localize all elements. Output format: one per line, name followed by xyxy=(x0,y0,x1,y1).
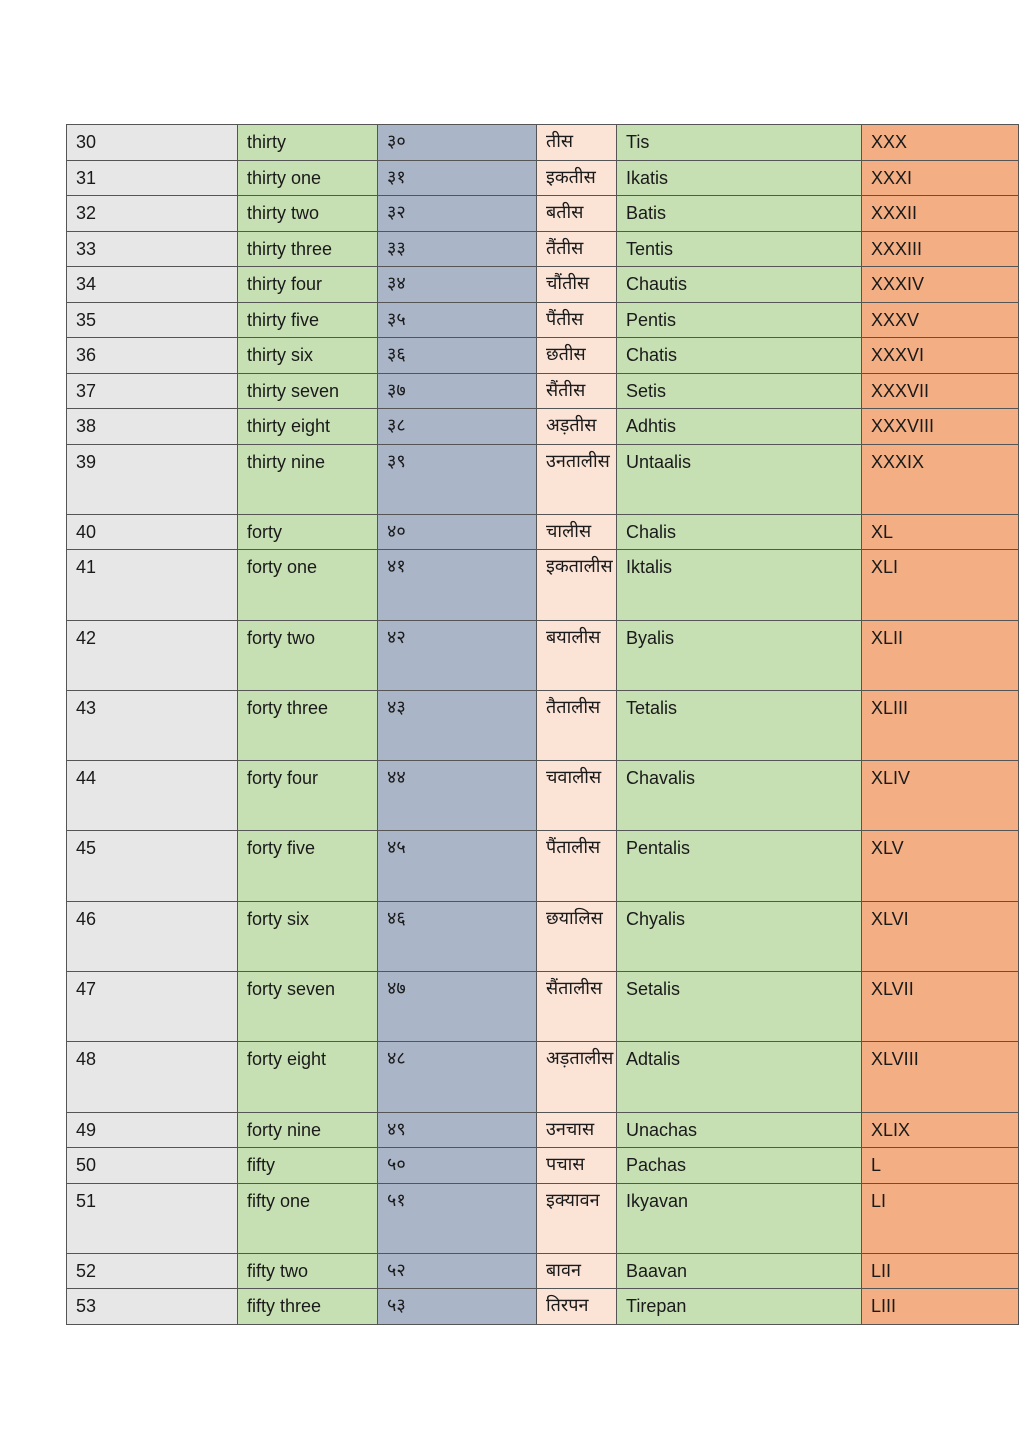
romanized-name-cell: Chautis xyxy=(617,267,862,303)
roman-numeral-cell: XXXIV xyxy=(862,267,1019,303)
romanized-name-cell: Tentis xyxy=(617,231,862,267)
devanagari-numeral-cell: ३९ xyxy=(378,444,537,514)
hindi-name-cell: बावन xyxy=(537,1253,617,1289)
devanagari-numeral-cell: ३८ xyxy=(378,409,537,445)
hindi-name-cell: इकतालीस xyxy=(537,550,617,620)
devanagari-numeral-cell: ३५ xyxy=(378,302,537,338)
hindi-name-cell: छयालिस xyxy=(537,901,617,971)
english-name-cell: thirty six xyxy=(238,338,378,374)
roman-numeral-cell: XXX xyxy=(862,125,1019,161)
roman-numeral-cell: LI xyxy=(862,1183,1019,1253)
english-name-cell: fifty three xyxy=(238,1289,378,1325)
roman-numeral-cell: XXXIII xyxy=(862,231,1019,267)
hindi-name-cell: तीस xyxy=(537,125,617,161)
roman-numeral-cell: XXXVII xyxy=(862,373,1019,409)
number-cell: 50 xyxy=(67,1148,238,1184)
devanagari-numeral-cell: ३१ xyxy=(378,160,537,196)
roman-numeral-cell: XLVIII xyxy=(862,1042,1019,1112)
english-name-cell: forty nine xyxy=(238,1112,378,1148)
number-cell: 48 xyxy=(67,1042,238,1112)
devanagari-numeral-cell: ५३ xyxy=(378,1289,537,1325)
romanized-name-cell: Pachas xyxy=(617,1148,862,1184)
hindi-name-cell: इकतीस xyxy=(537,160,617,196)
hindi-name-cell: अड़तालीस xyxy=(537,1042,617,1112)
devanagari-numeral-cell: ३० xyxy=(378,125,537,161)
devanagari-numeral-cell: ४५ xyxy=(378,831,537,901)
hindi-name-cell: सैंतीस xyxy=(537,373,617,409)
roman-numeral-cell: XXXVIII xyxy=(862,409,1019,445)
english-name-cell: forty eight xyxy=(238,1042,378,1112)
number-cell: 44 xyxy=(67,761,238,831)
hindi-name-cell: छतीस xyxy=(537,338,617,374)
number-cell: 46 xyxy=(67,901,238,971)
english-name-cell: forty two xyxy=(238,620,378,690)
hindi-name-cell: पचास xyxy=(537,1148,617,1184)
roman-numeral-cell: XXXVI xyxy=(862,338,1019,374)
romanized-name-cell: Ikyavan xyxy=(617,1183,862,1253)
devanagari-numeral-cell: ४४ xyxy=(378,761,537,831)
romanized-name-cell: Batis xyxy=(617,196,862,232)
hindi-name-cell: उनतालीस xyxy=(537,444,617,514)
number-cell: 52 xyxy=(67,1253,238,1289)
number-cell: 34 xyxy=(67,267,238,303)
devanagari-numeral-cell: ४२ xyxy=(378,620,537,690)
number-cell: 36 xyxy=(67,338,238,374)
english-name-cell: fifty one xyxy=(238,1183,378,1253)
table-row xyxy=(67,160,1019,196)
table-row xyxy=(67,1042,1019,1112)
romanized-name-cell: Byalis xyxy=(617,620,862,690)
english-name-cell: thirty three xyxy=(238,231,378,267)
roman-numeral-cell: XXXIX xyxy=(862,444,1019,514)
roman-numeral-cell: XXXI xyxy=(862,160,1019,196)
roman-numeral-cell: LIII xyxy=(862,1289,1019,1325)
english-name-cell: thirty one xyxy=(238,160,378,196)
roman-numeral-cell: XLIX xyxy=(862,1112,1019,1148)
devanagari-numeral-cell: ४६ xyxy=(378,901,537,971)
devanagari-numeral-cell: ३२ xyxy=(378,196,537,232)
english-name-cell: thirty eight xyxy=(238,409,378,445)
number-cell: 40 xyxy=(67,514,238,550)
roman-numeral-cell: XLV xyxy=(862,831,1019,901)
hindi-name-cell: उनचास xyxy=(537,1112,617,1148)
hindi-name-cell: तैंतीस xyxy=(537,231,617,267)
devanagari-numeral-cell: ५२ xyxy=(378,1253,537,1289)
english-name-cell: thirty four xyxy=(238,267,378,303)
roman-numeral-cell: XLVII xyxy=(862,972,1019,1042)
romanized-name-cell: Iktalis xyxy=(617,550,862,620)
hindi-name-cell: पैंतालीस xyxy=(537,831,617,901)
roman-numeral-cell: XLIV xyxy=(862,761,1019,831)
table-row xyxy=(67,901,1019,971)
roman-numeral-cell: XXXII xyxy=(862,196,1019,232)
number-cell: 45 xyxy=(67,831,238,901)
table-row xyxy=(67,1112,1019,1148)
romanized-name-cell: Tis xyxy=(617,125,862,161)
table-row xyxy=(67,196,1019,232)
devanagari-numeral-cell: ४८ xyxy=(378,1042,537,1112)
romanized-name-cell: Setalis xyxy=(617,972,862,1042)
romanized-name-cell: Tirepan xyxy=(617,1289,862,1325)
devanagari-numeral-cell: ४१ xyxy=(378,550,537,620)
hindi-name-cell: बयालीस xyxy=(537,620,617,690)
hindi-name-cell: चालीस xyxy=(537,514,617,550)
english-name-cell: fifty xyxy=(238,1148,378,1184)
roman-numeral-cell: XLIII xyxy=(862,690,1019,760)
english-name-cell: thirty two xyxy=(238,196,378,232)
hindi-name-cell: सैंतालीस xyxy=(537,972,617,1042)
roman-numeral-cell: XLI xyxy=(862,550,1019,620)
romanized-name-cell: Untaalis xyxy=(617,444,862,514)
romanized-name-cell: Baavan xyxy=(617,1253,862,1289)
number-cell: 51 xyxy=(67,1183,238,1253)
roman-numeral-cell: L xyxy=(862,1148,1019,1184)
table-body xyxy=(67,125,1019,1325)
english-name-cell: forty four xyxy=(238,761,378,831)
number-cell: 35 xyxy=(67,302,238,338)
table-row xyxy=(67,373,1019,409)
table-row xyxy=(67,267,1019,303)
romanized-name-cell: Adtalis xyxy=(617,1042,862,1112)
number-cell: 53 xyxy=(67,1289,238,1325)
devanagari-numeral-cell: ४७ xyxy=(378,972,537,1042)
english-name-cell: thirty five xyxy=(238,302,378,338)
table-row xyxy=(67,1289,1019,1325)
devanagari-numeral-cell: ४३ xyxy=(378,690,537,760)
hindi-name-cell: इक्यावन xyxy=(537,1183,617,1253)
table-row xyxy=(67,620,1019,690)
english-name-cell: forty seven xyxy=(238,972,378,1042)
english-name-cell: forty five xyxy=(238,831,378,901)
roman-numeral-cell: XXXV xyxy=(862,302,1019,338)
romanized-name-cell: Setis xyxy=(617,373,862,409)
table-row xyxy=(67,231,1019,267)
number-cell: 32 xyxy=(67,196,238,232)
romanized-name-cell: Adhtis xyxy=(617,409,862,445)
table-row xyxy=(67,409,1019,445)
devanagari-numeral-cell: ५० xyxy=(378,1148,537,1184)
table-row xyxy=(67,338,1019,374)
number-cell: 39 xyxy=(67,444,238,514)
number-cell: 30 xyxy=(67,125,238,161)
roman-numeral-cell: XL xyxy=(862,514,1019,550)
table-row xyxy=(67,690,1019,760)
number-names-table xyxy=(66,124,1019,1325)
english-name-cell: forty one xyxy=(238,550,378,620)
english-name-cell: thirty nine xyxy=(238,444,378,514)
table-row xyxy=(67,1148,1019,1184)
hindi-name-cell: तैतालीस xyxy=(537,690,617,760)
romanized-name-cell: Tetalis xyxy=(617,690,862,760)
english-name-cell: fifty two xyxy=(238,1253,378,1289)
english-name-cell: thirty xyxy=(238,125,378,161)
number-cell: 41 xyxy=(67,550,238,620)
number-cell: 47 xyxy=(67,972,238,1042)
english-name-cell: thirty seven xyxy=(238,373,378,409)
number-cell: 37 xyxy=(67,373,238,409)
romanized-name-cell: Chalis xyxy=(617,514,862,550)
english-name-cell: forty three xyxy=(238,690,378,760)
romanized-name-cell: Chavalis xyxy=(617,761,862,831)
romanized-name-cell: Chatis xyxy=(617,338,862,374)
number-cell: 42 xyxy=(67,620,238,690)
table-row xyxy=(67,831,1019,901)
devanagari-numeral-cell: ३६ xyxy=(378,338,537,374)
number-cell: 38 xyxy=(67,409,238,445)
number-cell: 43 xyxy=(67,690,238,760)
number-cell: 33 xyxy=(67,231,238,267)
romanized-name-cell: Unachas xyxy=(617,1112,862,1148)
table-row xyxy=(67,444,1019,514)
romanized-name-cell: Pentalis xyxy=(617,831,862,901)
roman-numeral-cell: XLVI xyxy=(862,901,1019,971)
devanagari-numeral-cell: ३३ xyxy=(378,231,537,267)
hindi-name-cell: चवालीस xyxy=(537,761,617,831)
roman-numeral-cell: XLII xyxy=(862,620,1019,690)
devanagari-numeral-cell: ३७ xyxy=(378,373,537,409)
number-cell: 31 xyxy=(67,160,238,196)
english-name-cell: forty xyxy=(238,514,378,550)
devanagari-numeral-cell: ४९ xyxy=(378,1112,537,1148)
romanized-name-cell: Ikatis xyxy=(617,160,862,196)
table-row xyxy=(67,550,1019,620)
table-row xyxy=(67,514,1019,550)
hindi-name-cell: चौंतीस xyxy=(537,267,617,303)
table-row xyxy=(67,1253,1019,1289)
romanized-name-cell: Chyalis xyxy=(617,901,862,971)
romanized-name-cell: Pentis xyxy=(617,302,862,338)
table-row xyxy=(67,125,1019,161)
table-row xyxy=(67,972,1019,1042)
number-cell: 49 xyxy=(67,1112,238,1148)
devanagari-numeral-cell: ३४ xyxy=(378,267,537,303)
devanagari-numeral-cell: ४० xyxy=(378,514,537,550)
table-row xyxy=(67,1183,1019,1253)
english-name-cell: forty six xyxy=(238,901,378,971)
devanagari-numeral-cell: ५१ xyxy=(378,1183,537,1253)
table-row xyxy=(67,761,1019,831)
roman-numeral-cell: LII xyxy=(862,1253,1019,1289)
table-row xyxy=(67,302,1019,338)
hindi-name-cell: तिरपन xyxy=(537,1289,617,1325)
hindi-name-cell: बतीस xyxy=(537,196,617,232)
hindi-name-cell: अड़तीस xyxy=(537,409,617,445)
hindi-name-cell: पैंतीस xyxy=(537,302,617,338)
